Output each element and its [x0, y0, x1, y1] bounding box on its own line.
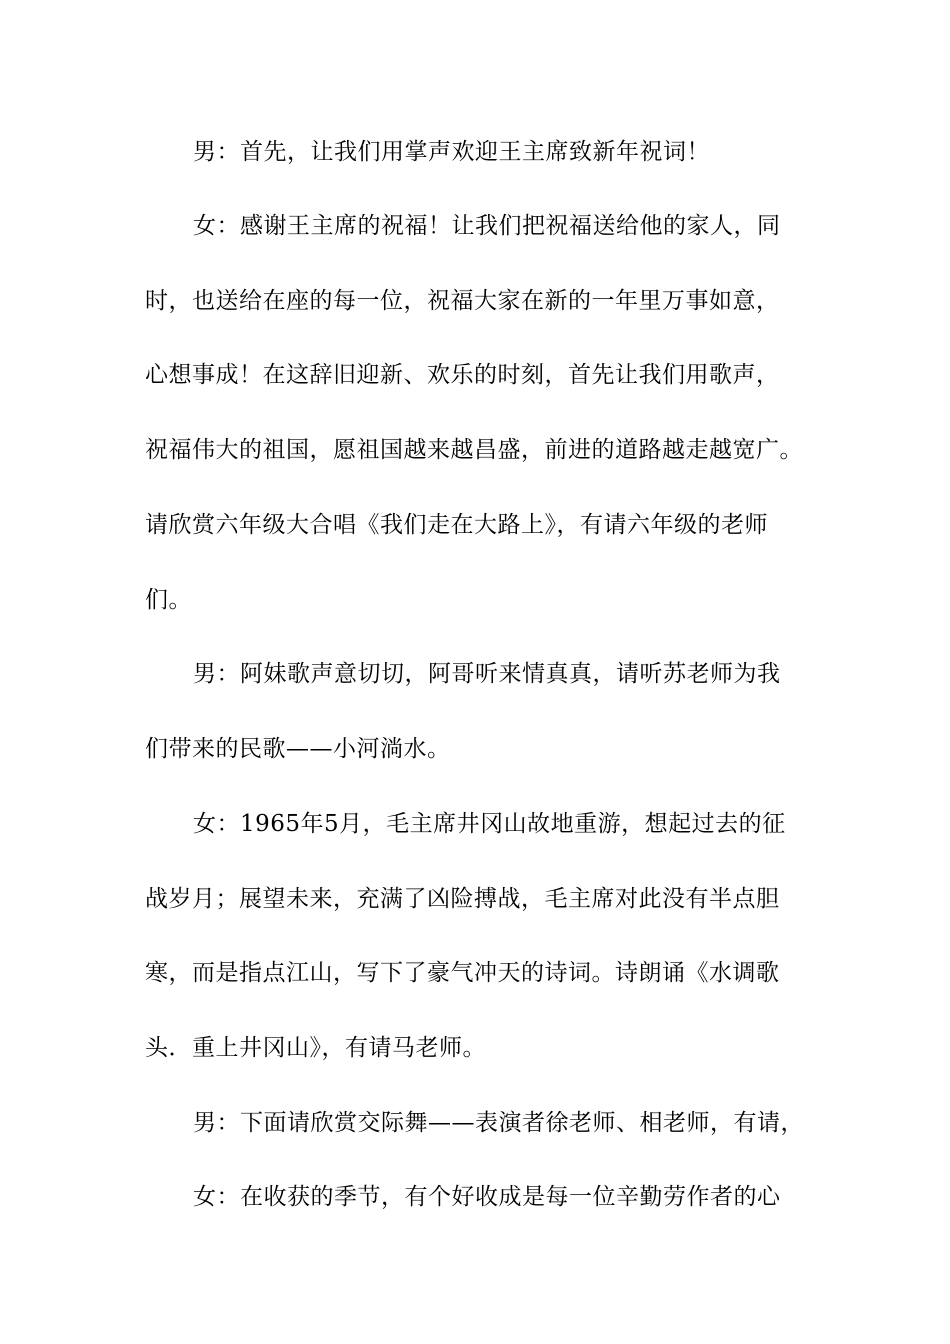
- paragraph-line: 女：感谢王主席的祝福！让我们把祝福送给他的家人，同: [193, 213, 781, 239]
- paragraph-line: 寒，而是指点江山，写下了豪气冲天的诗词。诗朗诵《水调歌: [145, 960, 780, 986]
- paragraph-line: 请欣赏六年级大合唱《我们走在大路上》，有请六年级的老师: [145, 512, 768, 538]
- paragraph-line: 们带来的民歌——小河淌水。: [145, 736, 451, 762]
- paragraph-line: 女：1965年5月，毛主席井冈山故地重游，想起过去的征: [193, 811, 786, 837]
- paragraph-line: 时，也送给在座的每一位，祝福大家在新的一年里万事如意，: [145, 288, 780, 314]
- paragraph-line: 们。: [145, 587, 192, 613]
- paragraph-line: 祝福伟大的祖国，愿祖国越来越昌盛，前进的道路越走越宽广。: [145, 437, 803, 463]
- paragraph-line: 女：在收获的季节，有个好收成是每一位辛勤劳作者的心: [193, 1184, 781, 1210]
- paragraph-line: 战岁月；展望未来，充满了凶险搏战，毛主席对此没有半点胆: [145, 886, 780, 912]
- paragraph-line: 心想事成！在这辞旧迎新、欢乐的时刻，首先让我们用歌声，: [145, 362, 780, 388]
- paragraph-line: 男：阿妹歌声意切切，阿哥听来情真真，请听苏老师为我: [193, 661, 781, 687]
- paragraph-line: 头．重上井冈山》，有请马老师。: [145, 1035, 486, 1061]
- paragraph-line: 男：首先，让我们用掌声欢迎王主席致新年祝词！: [193, 139, 710, 165]
- paragraph-line: 男：下面请欣赏交际舞——表演者徐老师、相老师，有请，: [193, 1110, 804, 1136]
